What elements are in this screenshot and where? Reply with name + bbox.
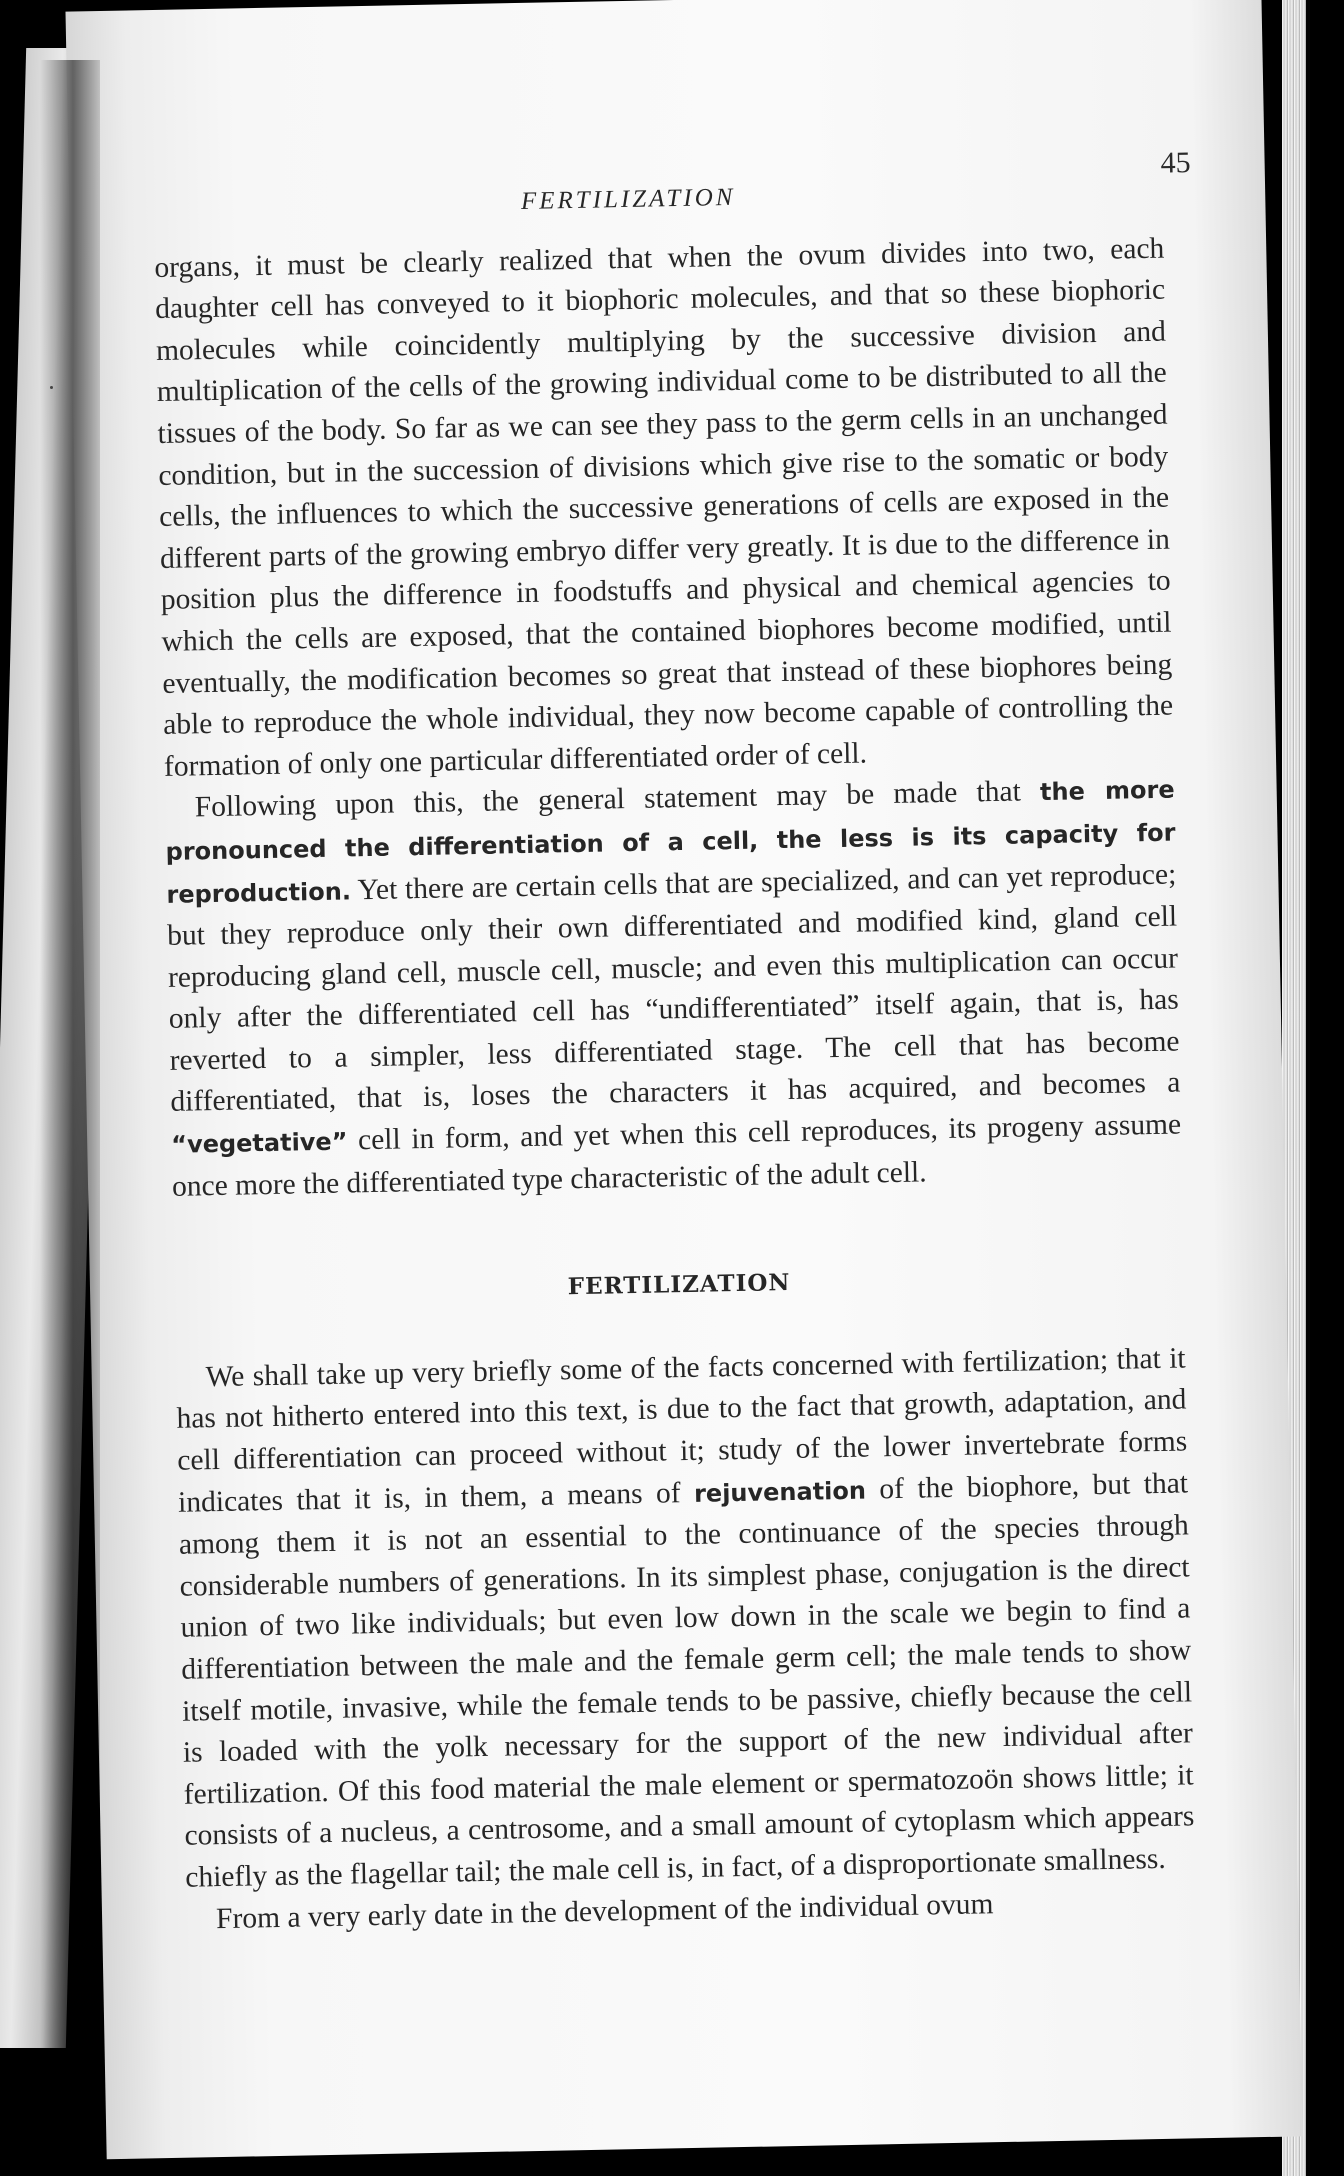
- paragraph-4: From a very early date in the development of the individual ovum: [215, 1887, 994, 1935]
- page-number: 45: [1160, 146, 1191, 180]
- paragraph-3: [175, 1338, 1195, 1899]
- paragraph-2-bold-statement: the more pronounced the differentiation of a cell, the less is its capacity for reproduction.: [165, 775, 1176, 909]
- scan-speck: [50, 386, 53, 389]
- paragraph-3-text-1: We shall take up very briefly some of the facts concerned with fertilization; that it has not hitherto entered into this text, is due to the fact that growth, adaptation, and cell differentiation can proceed without it; study of the lower invertebrate forms indicates that it is, in them, a means of: [176, 1342, 1188, 1519]
- paragraph-2-text-1: Following upon this, the general statement may be made that: [194, 775, 1041, 824]
- paragraph-2-bold-vegetative: “vegetative”: [170, 1127, 348, 1159]
- paragraph-2-text-2: Yet there are certain cells that are specialized, and can yet reproduce; but they reproduce only their own differentiated and modified kind, gland cell reproducing gland cell, muscle cell, muscle; and even this multiplication can occur only after the differentiated cell has “undifferentiated” itself again, that is, has reverted to a simpler, less differentiated stage. The cell that has become differentiated, that is, loses the characters it has acquired, and becomes a: [166, 858, 1181, 1119]
- section-heading: FERTILIZATION: [567, 1269, 791, 1301]
- paragraph-3-bold-rejuvenation: rejuvenation: [693, 1476, 867, 1508]
- paragraph-2-text-3: cell in form, and yet when this cell reproduces, its progeny assume once more the differentiated type characteristic of the adult cell.: [171, 1108, 1182, 1203]
- page-gutter-shadow: [40, 60, 100, 2050]
- book-page: [65, 0, 1302, 2159]
- paragraph-3-text-2: of the biophore, but that among them it is not an essential to the continuance of the species through considerable numbers of generations. In its simplest phase, conjugation is the direct union of two like individuals; but even low down in the scale we begin to find a differentiation between the male and the female germ cell; the male tends to show itself motile, invasive, while the female tends to be passive, chiefly because the cell is loaded with the yolk necessary for the support of the new individual after fertilization. Of this food material the male element or spermatozoön shows little; it consists of a nucleus, a centrosome, and a small amount of cytoplasm which appears chiefly as the flagellar tail; the male cell is, in fact, of a disproportionate smallness.: [178, 1467, 1195, 1894]
- paragraph-2: [164, 769, 1182, 1208]
- paragraph-1: organs, it must be clearly realized that when the ovum divides into two, each daughter cell has conveyed to it biophoric molecules, and that so these biophoric molecules while coincidently multiplying by the successive division and multiplication of the cells of the growing individual come to be distributed to all the tissues of the body. So far as we can see they pass to the germ cells in an unchanged condition, but in the succession of divisions which give rise to the somatic or body cells, the influences to which the successive generations of cells are exposed in the different parts of the growing embryo differ very greatly. It is due to the difference in position plus the difference in foodstuffs and physical and chemical agencies to which the cells are exposed, that the contained biophores become modified, until eventually, the modification becomes so great that instead of these biophores being able to reproduce the whole individual, they now become capable of controlling the formation of only one particular differentiated order of cell.: [154, 232, 1174, 783]
- page-content: [152, 141, 1196, 1941]
- running-head: FERTILIZATION: [520, 183, 736, 215]
